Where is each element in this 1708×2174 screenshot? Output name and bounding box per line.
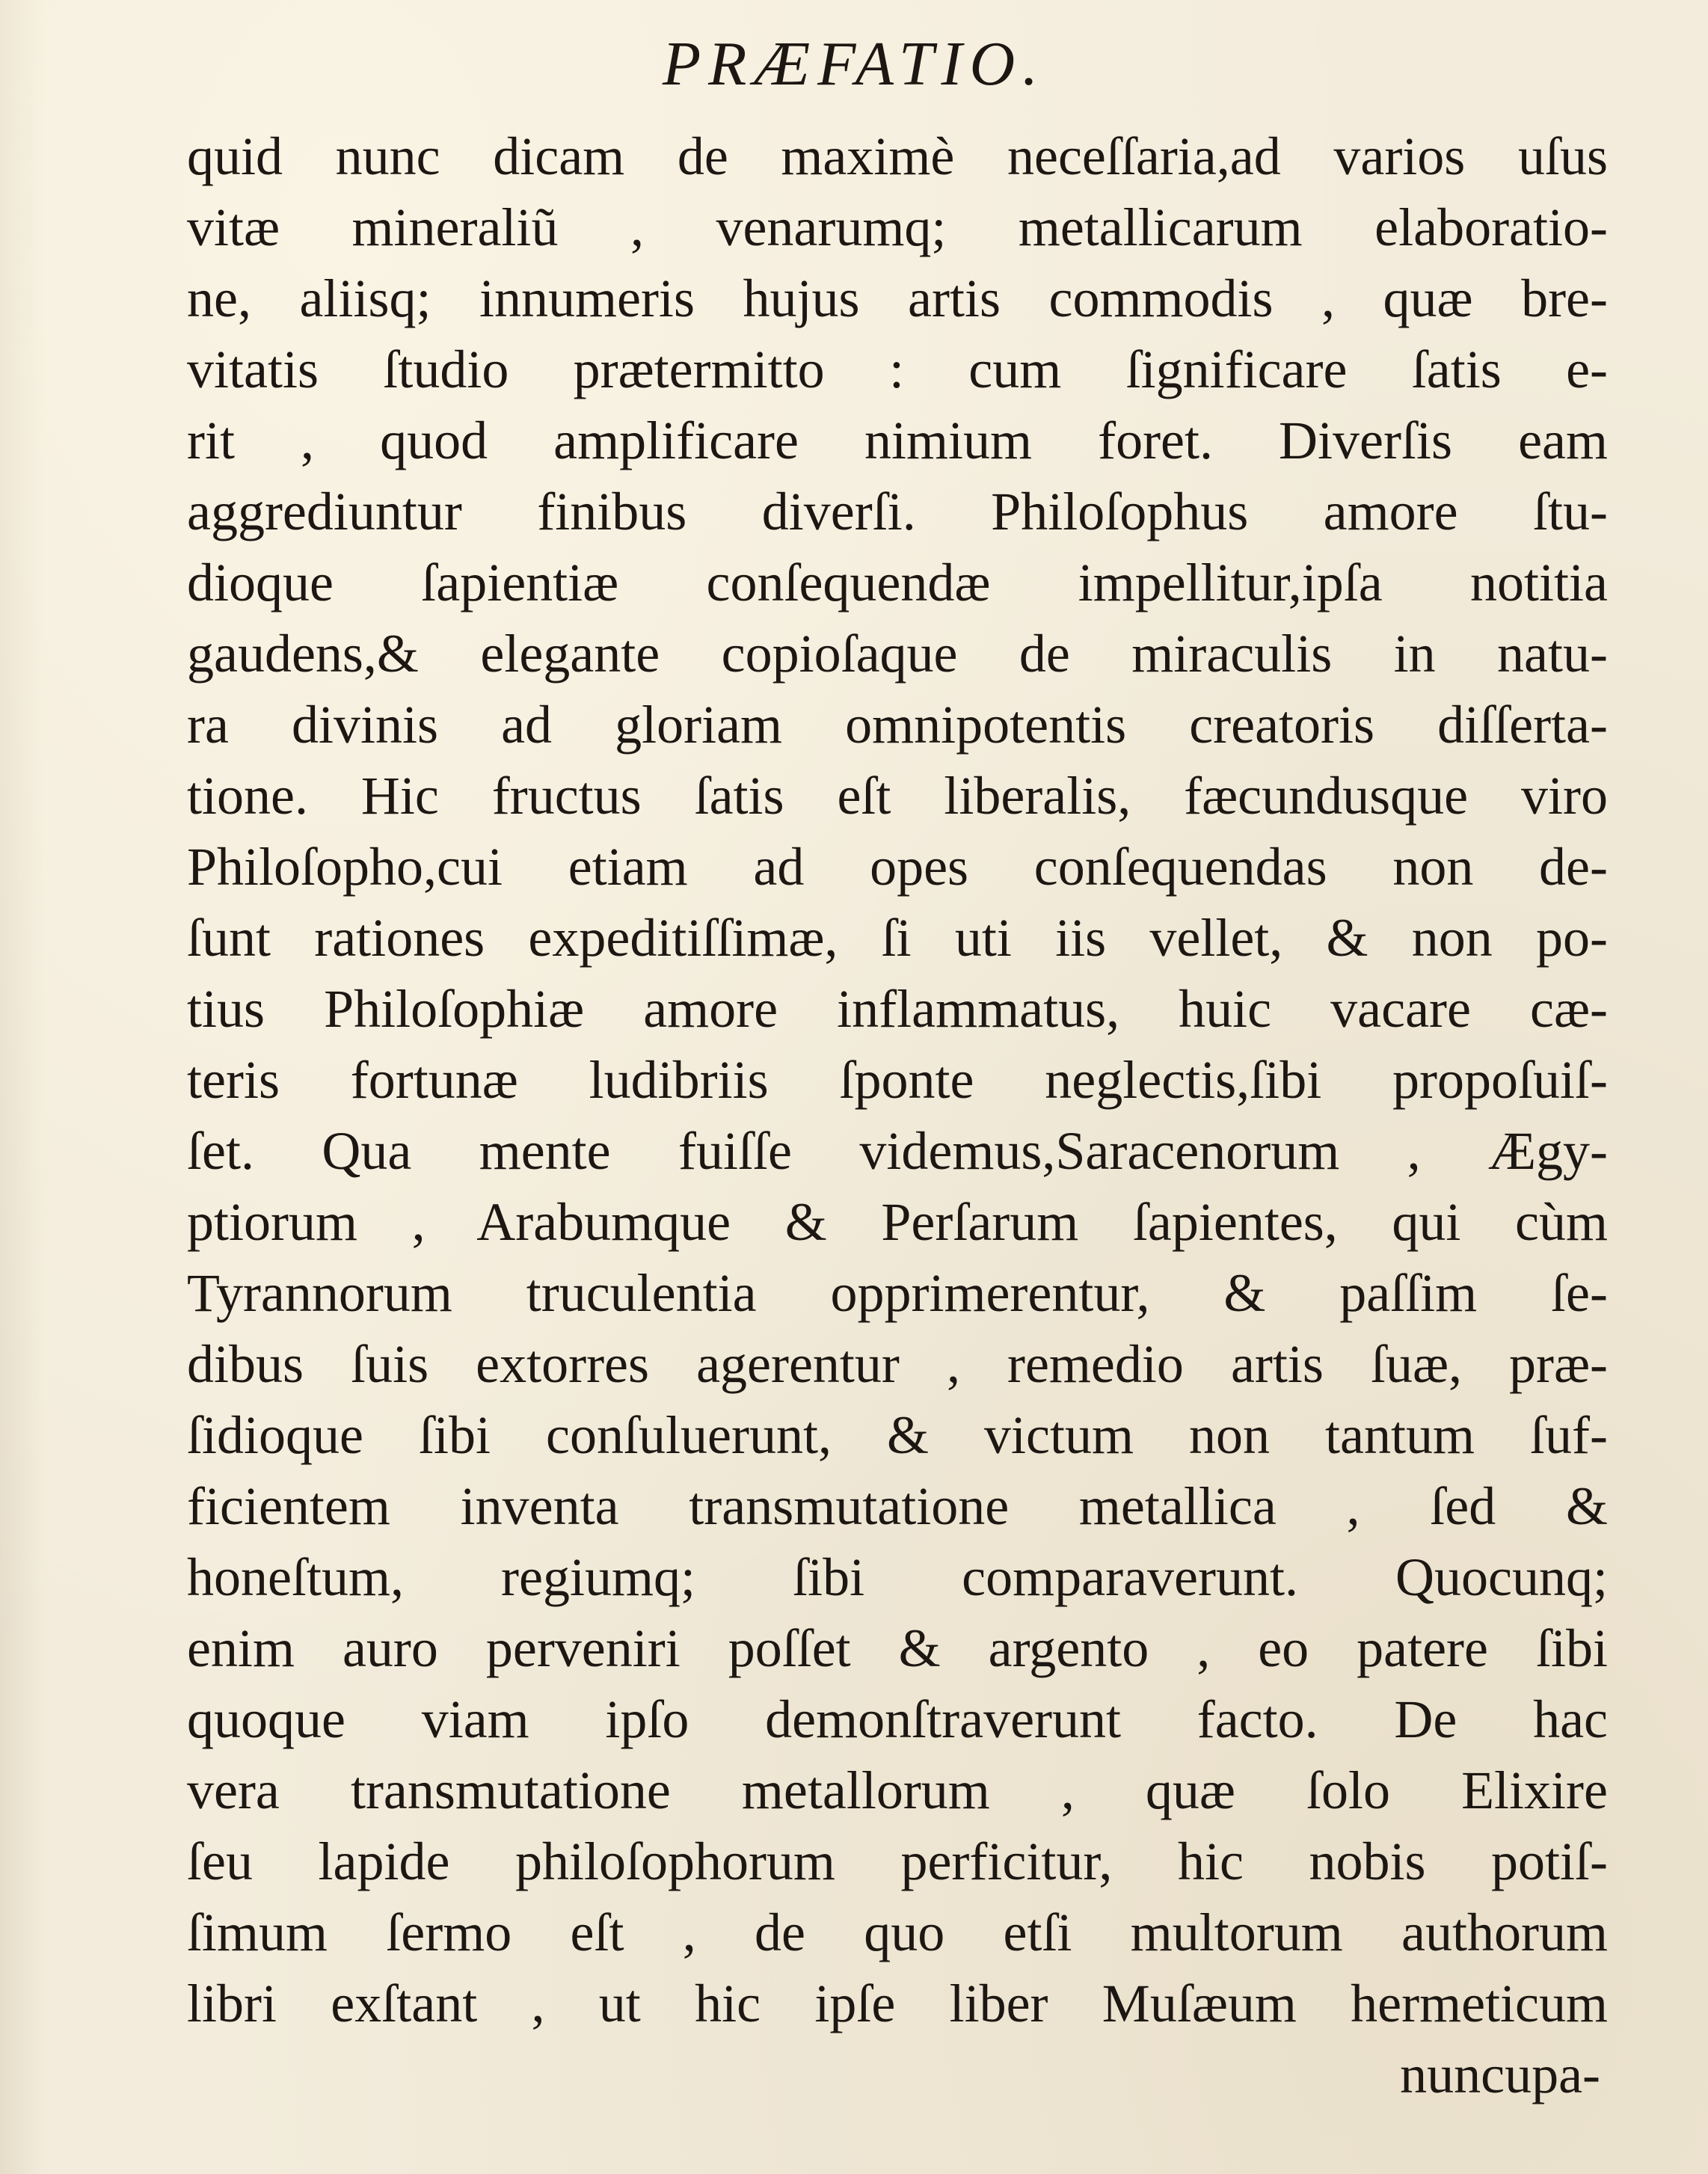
text-line: enim auro perveniri poſſet & argento , eo patere ſibi	[187, 1618, 1608, 1678]
text-line: libri exſtant , ut hic ipſe liber Muſæum hermeticum	[187, 1974, 1608, 2033]
text-line: tione. Hic fructus ſatis eſt liberalis, fæcundusque viro	[187, 766, 1608, 826]
text-line: aggrediuntur finibus diverſi. Philoſophus amore ſtu-	[187, 482, 1608, 541]
text-line: honeſtum, regiumq; ſibi comparaverunt. Quocunq;	[187, 1547, 1608, 1607]
body-text	[187, 121, 1608, 2110]
text-line: vitæ mineraliũ , venarumq; metallicarum elaboratio-	[187, 197, 1608, 257]
text-line: teris fortunæ ludibriis ſponte neglectis,ſibi propoſuiſ-	[187, 1050, 1608, 1110]
text-line: ſidioque ſibi conſuluerunt, & victum non tantum ſuf-	[187, 1405, 1608, 1465]
text-line: ficientem inventa transmutatione metallica , ſed &	[187, 1476, 1608, 1536]
text-line: gaudens,& elegante copioſaque de miraculis in natu-	[187, 624, 1608, 684]
text-line: dioque ſapientiæ conſequendæ impellitur,ipſa notitia	[187, 553, 1608, 612]
text-line: Tyrannorum truculentia opprimerentur, & paſſim ſe-	[187, 1263, 1608, 1323]
text-line: dibus ſuis extorres agerentur , remedio artis ſuæ, præ-	[187, 1334, 1608, 1394]
text-line: vera transmutatione metallorum , quæ ſolo Elixire	[187, 1760, 1608, 1820]
text-line: ſunt rationes expeditiſſimæ, ſi uti iis vellet, & non po-	[187, 908, 1608, 968]
text-line: ſeu lapide philoſophorum perficitur, hic nobis potiſ-	[187, 1831, 1608, 1891]
catchword: nuncupa-	[1400, 2045, 1600, 2104]
text-line: ne, aliisq; innumeris hujus artis commodis , quæ bre-	[187, 268, 1608, 328]
text-line: vitatis ſtudio prætermitto : cum ſignificare ſatis e-	[187, 340, 1608, 399]
text-line: quid nunc dicam de maximè neceſſaria,ad varios uſus	[187, 126, 1608, 186]
text-line: quoque viam ipſo demonſtraverunt facto. De hac	[187, 1689, 1608, 1749]
text-line: ſet. Qua mente fuiſſe videmus,Saracenorum , Ægy-	[187, 1121, 1608, 1181]
text-line: rit , quod amplificare nimium foret. Diverſis eam	[187, 411, 1608, 470]
text-line: ptiorum , Arabumque & Perſarum ſapientes, qui cùm	[187, 1192, 1608, 1252]
text-line: tius Philoſophiæ amore inflammatus, huic vacare cæ-	[187, 979, 1608, 1039]
running-head: PRÆFATIO.	[662, 29, 1046, 99]
text-line: ſimum ſermo eſt , de quo etſi multorum authorum	[187, 1903, 1608, 1962]
text-line: ra divinis ad gloriam omnipotentis creatoris diſſerta-	[187, 695, 1608, 755]
text-line: Philoſopho,cui etiam ad opes conſequendas non de-	[187, 837, 1608, 897]
